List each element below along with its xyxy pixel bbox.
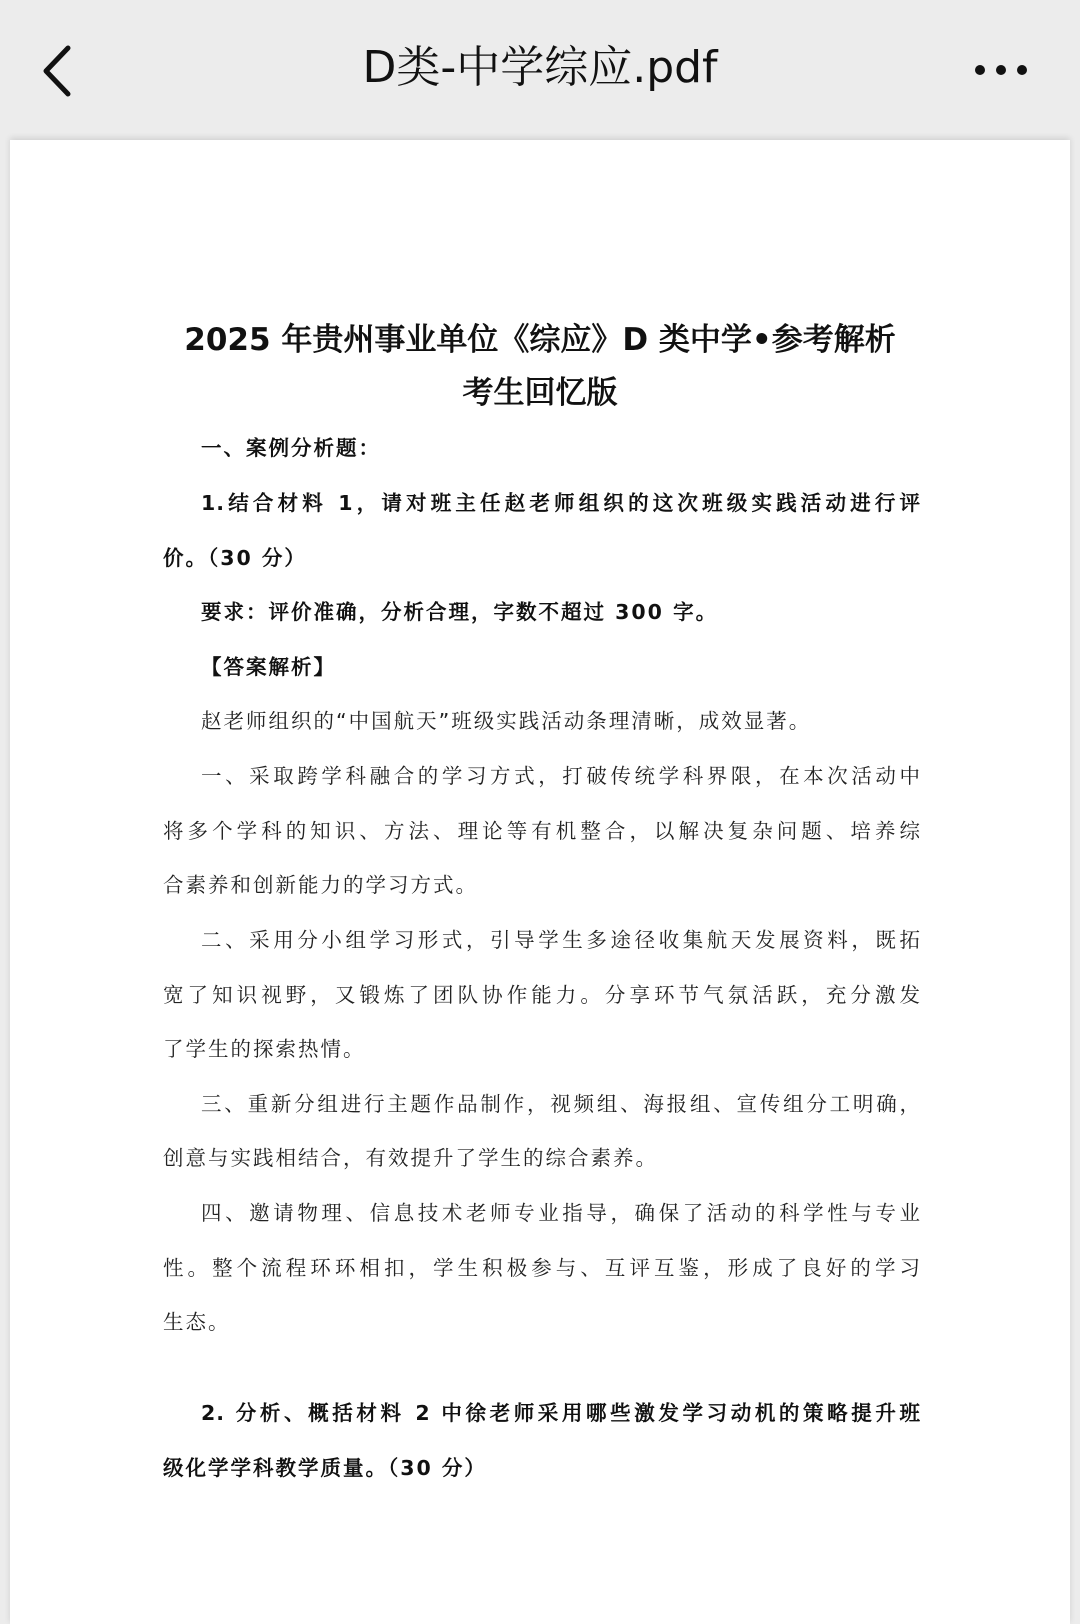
document-title: D类-中学综应.pdf [362, 42, 718, 93]
answer-label: 【答案解析】 [201, 655, 336, 679]
paragraph-4-line-1: 四、邀请物理、信息技术老师专业指导，确保了活动的科学性与专业 [201, 1201, 921, 1225]
paragraph-1-line-3: 合素养和创新能力的学习方式。 [163, 873, 478, 897]
paragraph-1-line-1: 一、采取跨学科融合的学习方式，打破传统学科界限，在本次活动中 [201, 764, 921, 788]
chevron-left-icon [30, 36, 90, 106]
paragraph-2-line-2: 宽了知识视野，又锻炼了团队协作能力。分享环节气氛活跃，充分激发 [163, 983, 921, 1007]
paragraph-3-line-1: 三、重新分组进行主题作品制作，视频组、海报组、宣传组分工明确， [201, 1092, 921, 1116]
more-options-button[interactable] [970, 50, 1040, 90]
paragraph-3-line-2: 创意与实践相结合，有效提升了学生的综合素养。 [163, 1146, 658, 1170]
question-1-line-1: 1.结合材料 1，请对班主任赵老师组织的这次班级实践活动进行评 [201, 491, 921, 515]
doc-subheading: 考生回忆版 [462, 375, 618, 411]
more-horizontal-icon [970, 50, 1040, 90]
doc-heading: 2025 年贵州事业单位《综应》D 类中学•参考解析 [184, 322, 896, 358]
question-2-line-2: 级化学学科教学质量。（30 分） [163, 1456, 487, 1480]
question-1-requirement: 要求：评价准确，分析合理，字数不超过 300 字。 [201, 600, 719, 624]
back-button[interactable] [30, 36, 90, 106]
paragraph-4-line-2: 性。整个流程环环相扣，学生积极参与、互评互鉴，形成了良好的学习 [163, 1256, 921, 1280]
answer-intro: 赵老师组织的“中国航天”班级实践活动条理清晰，成效显著。 [201, 709, 812, 733]
top-bar [0, 0, 1080, 134]
paragraph-2-line-3: 了学生的探索热情。 [163, 1037, 366, 1061]
question-1-line-2: 价。（30 分） [163, 546, 307, 570]
question-2-line-1: 2. 分析、概括材料 2 中徐老师采用哪些激发学习动机的策略提升班 [201, 1401, 921, 1425]
paragraph-1-line-2: 将多个学科的知识、方法、理论等有机整合，以解决复杂问题、培养综 [163, 819, 921, 843]
paragraph-4-line-3: 生态。 [163, 1310, 231, 1334]
paragraph-2-line-1: 二、采用分小组学习形式，引导学生多途径收集航天发展资料，既拓 [201, 928, 921, 952]
pdf-page[interactable] [10, 140, 1070, 1624]
section-heading: 一、案例分析题： [201, 436, 381, 460]
